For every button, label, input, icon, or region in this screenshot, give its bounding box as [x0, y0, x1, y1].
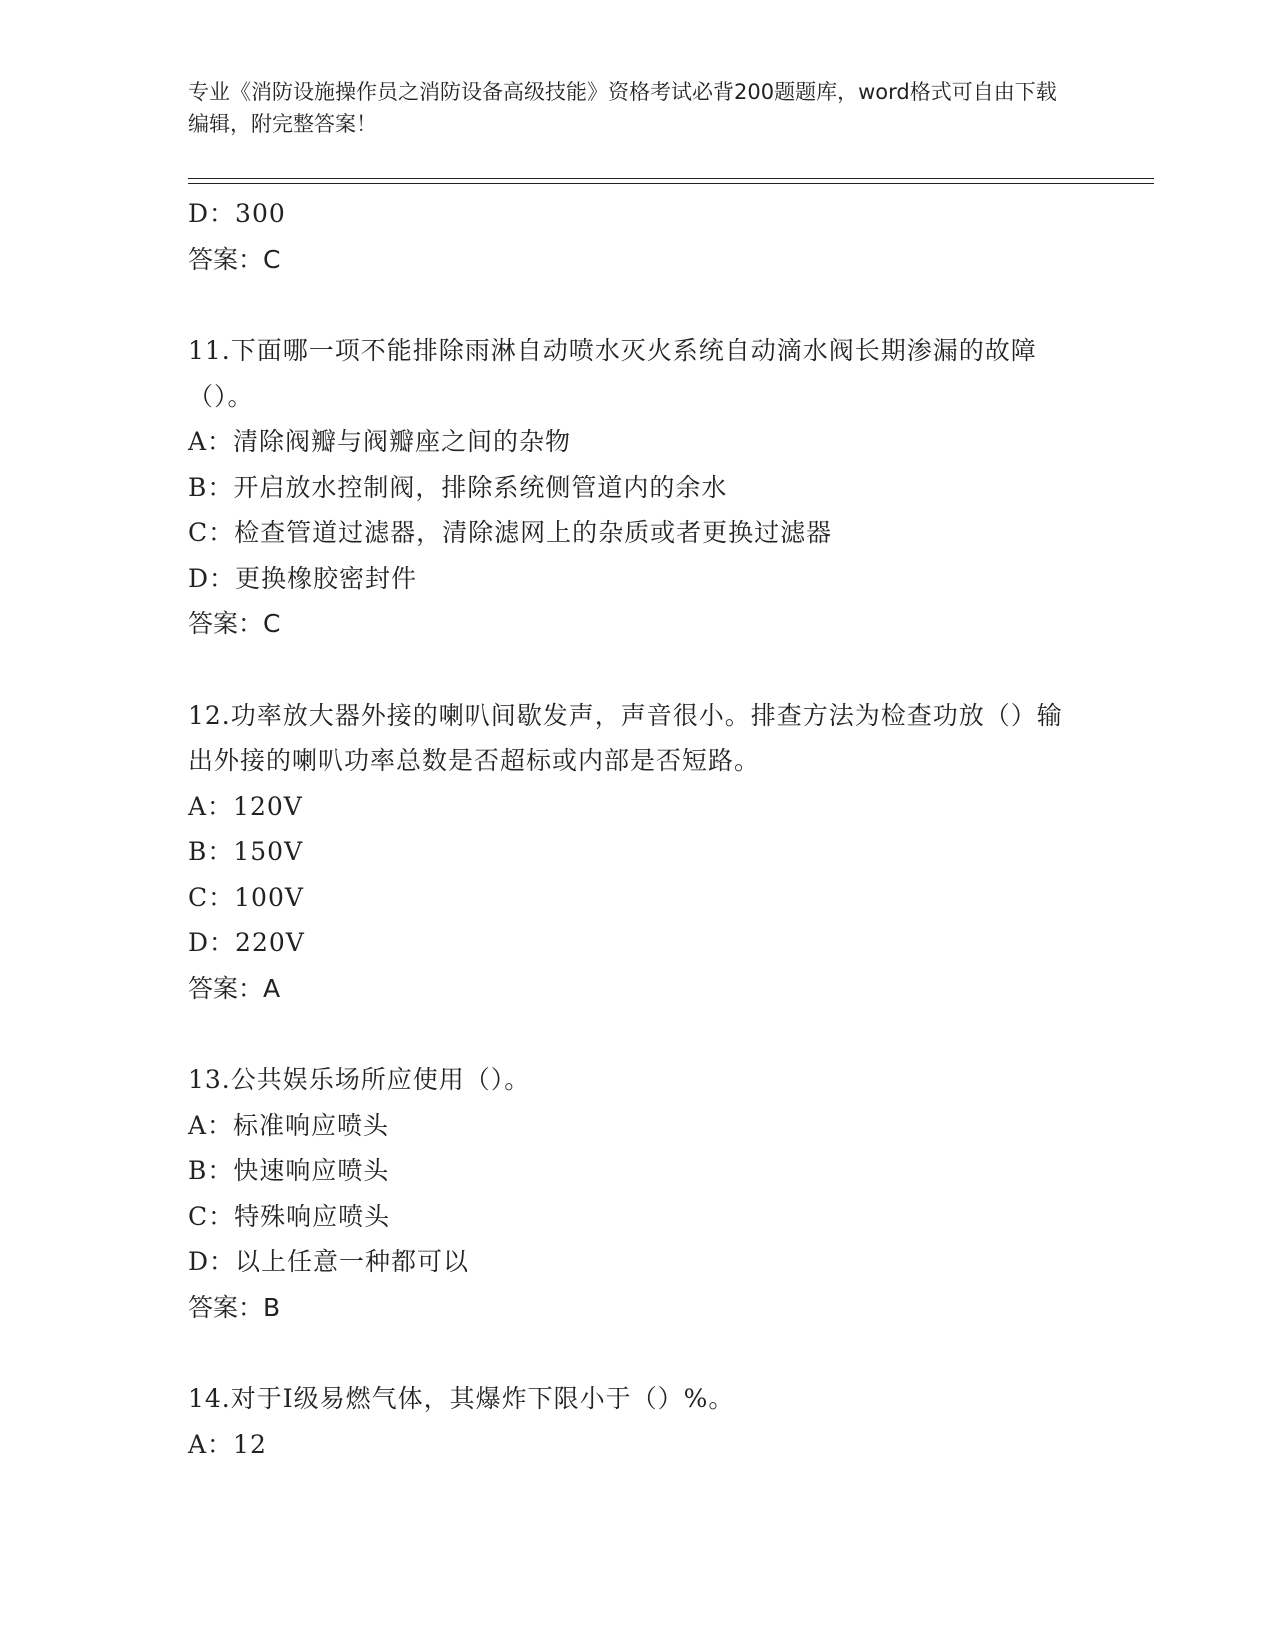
spacer: [188, 1330, 1088, 1376]
question-13-option-d: D：以上任意一种都可以: [188, 1247, 470, 1276]
question-12-option-c: C：100V: [188, 882, 304, 912]
question-13-answer: 答案：B: [188, 1292, 281, 1322]
question-list: [188, 191, 1088, 1467]
document-header: [188, 76, 1068, 140]
question-11-option-b: B：开启放水控制阀，排除系统侧管道内的余水: [188, 472, 728, 502]
question-13-text: 13.公共娱乐场所应使用（）。: [188, 1065, 531, 1094]
prev-answer: 答案：C: [188, 244, 281, 274]
header-rule-top: [188, 178, 1154, 179]
question-13-option-b: B：快速响应喷头: [188, 1156, 390, 1185]
question-12-text: 12.功率放大器外接的喇叭间歇发声，声音很小。排查方法为检查功放（）输出外接的喇叭功率总数是否超标或内部是否短路。: [188, 700, 1063, 775]
question-12-answer: 答案：A: [188, 973, 281, 1003]
question-12-option-a: A：120V: [188, 791, 303, 821]
question-11-option-c: C：检查管道过滤器，清除滤网上的杂质或者更换过滤器: [188, 518, 833, 547]
spacer: [188, 282, 1088, 328]
header-title: 专业《消防设施操作员之消防设备高级技能》资格考试必背200题题库，word格式可自由下载编辑，附完整答案！: [188, 80, 1057, 136]
prev-option-d: D：300: [188, 199, 286, 228]
question-12-option-b: B：150V: [188, 837, 304, 866]
question-11-answer: 答案：C: [188, 609, 281, 638]
question-14-option-a: A：12: [188, 1429, 267, 1459]
question-11-option-d: D：更换橡胶密封件: [188, 563, 418, 593]
question-11-option-a: A：清除阀瓣与阀瓣座之间的杂物: [188, 427, 572, 456]
spacer: [188, 647, 1088, 693]
question-13-option-a: A：标准响应喷头: [188, 1110, 390, 1140]
spacer: [188, 1011, 1088, 1057]
question-14-text: 14.对于Ⅰ级易燃气体，其爆炸下限小于（）%。: [188, 1384, 735, 1413]
header-rule-bottom: [188, 183, 1154, 184]
question-12-option-d: D：220V: [188, 928, 305, 957]
question-11-text: 11.下面哪一项不能排除雨淋自动喷水灭火系统自动滴水阀长期渗漏的故障（）。: [188, 336, 1037, 411]
question-13-option-c: C：特殊响应喷头: [188, 1201, 391, 1231]
